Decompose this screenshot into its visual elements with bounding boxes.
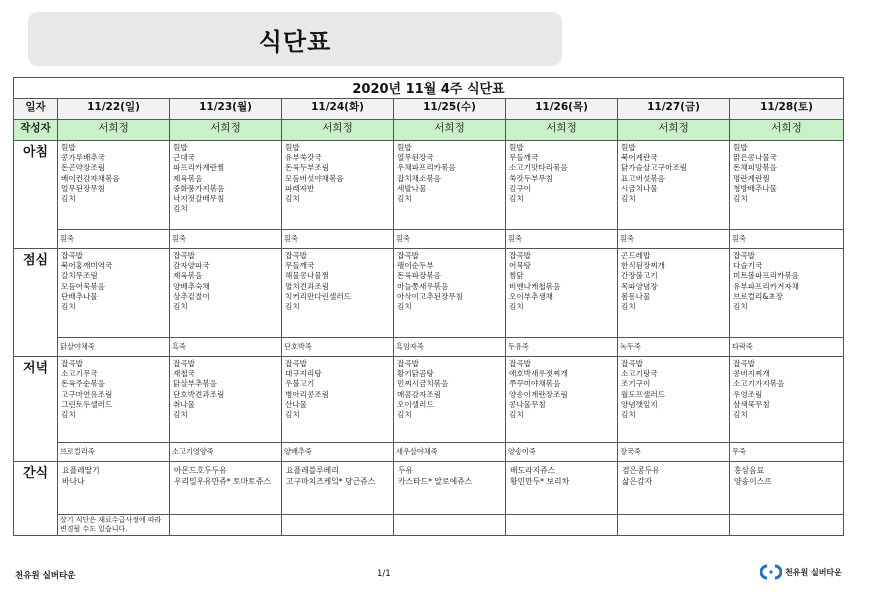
dish-item: 소고기무국 (61, 369, 98, 379)
dish-list (58, 141, 169, 204)
author-name: 서희정 (170, 120, 282, 141)
snack-menu-cell (282, 462, 394, 515)
dish-item: 단배추나물 (61, 291, 98, 301)
dinner-menu-cell (282, 357, 394, 443)
dish-item: 돈육주순볶음 (61, 379, 106, 389)
dish-item: 곤드레밥 (621, 251, 651, 260)
dish-item: 김치 (61, 409, 76, 419)
porridge-item: 흰죽 (732, 234, 746, 243)
day-header: 11/26(목) (506, 99, 618, 120)
logo-text: 천유원 실버타운 (785, 567, 842, 577)
breakfast-porridge-cell (170, 230, 282, 249)
dish-list (394, 141, 505, 204)
dish-list (170, 141, 281, 214)
dish-item: 황기닭곰탕 (397, 369, 434, 379)
dish-list (170, 249, 281, 312)
lunch-porridge-cell (506, 338, 618, 357)
dish-item: 우채파프리카볶음 (397, 163, 456, 173)
lunch-porridge-cell (618, 338, 730, 357)
dish-item: 김치 (173, 409, 188, 419)
snack-item: 홍삼음료 (734, 466, 765, 475)
dinner-porridge-cell (282, 443, 394, 462)
lunch-porridge-cell (730, 338, 844, 357)
breakfast-porridge-cell (506, 230, 618, 249)
snack-item: 검은콩두유 (622, 466, 660, 475)
menu-table (13, 77, 844, 536)
snack-list (730, 462, 843, 487)
dish-item: 멸치견과조림 (285, 281, 330, 291)
porridge-item: 녹두죽 (620, 342, 641, 351)
dish-item: 콩가루배추국 (61, 153, 106, 163)
breakfast-menu-cell (170, 141, 282, 230)
dish-item: 세발나물 (397, 183, 427, 193)
breakfast-menu-cell (730, 141, 844, 230)
page-title: 식단표 (258, 27, 332, 56)
dish-item: 잡곡밥 (621, 359, 644, 368)
snack-note-row (14, 515, 844, 536)
dish-item: 얼무된장무침 (61, 183, 106, 193)
snack-menu-cell (730, 462, 844, 515)
dish-item: 무들깨국 (285, 261, 315, 271)
dish-item: 시금치나물 (621, 183, 658, 193)
dish-item: 산나물 (285, 399, 308, 409)
porridge-item: 단호박죽 (284, 342, 312, 351)
dish-item: 마늘쫑새우볶음 (397, 281, 449, 291)
dish-item: 그린토두샐러드 (61, 399, 113, 409)
dish-item: 콩비지찌개 (733, 369, 770, 379)
porridge-item: 흰죽 (284, 234, 298, 243)
dish-item: 흰밥 (285, 143, 300, 152)
dinner-menu-cell (58, 357, 170, 443)
dish-item: 찜닭 (509, 271, 524, 281)
dish-item: 돈채피망볶음 (733, 163, 778, 173)
dish-item: 제육볶음 (173, 271, 203, 281)
dish-list (58, 249, 169, 312)
dish-item: 재첩국 (173, 369, 196, 379)
breakfast-porridge-cell (618, 230, 730, 249)
dish-item: 미트볼파프리카볶음 (733, 271, 800, 281)
snack-item: 바나나 (62, 476, 85, 486)
snack-item: 우리밀우유만쥬* 토마토쥬스 (174, 476, 271, 486)
dish-item: 간장불고기 (621, 271, 658, 281)
dish-item: 양송이계란장조림 (509, 389, 568, 399)
caption-row (14, 78, 844, 99)
dish-item: 김치 (173, 204, 188, 214)
snack-list (618, 462, 729, 487)
dish-item: 김치 (733, 409, 748, 419)
note-cell (58, 515, 170, 536)
dish-item: 김치 (509, 193, 524, 203)
day-header: 11/25(수) (394, 99, 506, 120)
dish-item: 흰밥 (173, 143, 188, 152)
dish-item: 잡곡밥 (733, 359, 756, 368)
dish-item: 오이부추생채 (509, 291, 554, 301)
snack-item: 요플레블루베리 (286, 466, 339, 475)
porridge-item: 양배추죽 (284, 447, 312, 456)
lunch-menu-cell (618, 249, 730, 338)
breakfast-menu-cell (58, 141, 170, 230)
empty-cell (170, 515, 282, 536)
dish-item: 비엔나케첩볶음 (509, 281, 561, 291)
snack-item: 카스타드* 알로에쥬스 (398, 476, 473, 486)
footer-org-name: 천유원 실버타운 (15, 571, 76, 581)
dish-item: 병아리콩조림 (285, 389, 330, 399)
breakfast-porridge-cell (730, 230, 844, 249)
dish-item: 소고기가지볶음 (733, 379, 785, 389)
dish-list (282, 249, 393, 312)
dish-item: 김치 (173, 301, 188, 311)
dinner-label: 저녁 (14, 357, 58, 462)
dish-item: 잡곡밥 (397, 251, 420, 260)
dish-item: 애호박새우젓찌개 (509, 369, 568, 379)
breakfast-porridge-row (14, 230, 844, 249)
dish-item: 김치 (285, 301, 300, 311)
dish-item: 팽이순두부 (397, 261, 434, 271)
dish-item: 표고버섯볶음 (621, 173, 666, 183)
dish-list (394, 249, 505, 312)
dish-item: 잡곡밥 (509, 359, 532, 368)
dish-item: 브로컬리&초장 (733, 291, 783, 301)
author-name: 서희정 (282, 120, 394, 141)
dish-item: 소고기탕국 (621, 369, 658, 379)
dish-item: 목파양념장 (621, 281, 658, 291)
logo-icon (760, 564, 782, 580)
porridge-item: 흰죽 (620, 234, 634, 243)
author-row (14, 120, 844, 141)
dish-item: 김치 (621, 409, 636, 419)
dish-item: 김치 (621, 301, 636, 311)
dinner-menu-cell (618, 357, 730, 443)
porridge-item: 두유죽 (508, 342, 529, 351)
lunch-porridge-cell (170, 338, 282, 357)
dish-item: 한식된장찌개 (621, 261, 666, 271)
table-caption: 2020년 11월 4주 식단표 (14, 78, 844, 99)
dish-list (282, 357, 393, 420)
dish-item: 다슬기국 (733, 261, 763, 271)
porridge-item: 무죽 (732, 447, 746, 456)
dish-item: 잡곡밥 (397, 359, 420, 368)
snack-item: 두유 (398, 466, 414, 475)
snack-item: 양송이스프 (734, 476, 772, 486)
company-logo (760, 564, 842, 580)
porridge-item: 흰죽 (396, 234, 410, 243)
porridge-item: 닭살야채죽 (60, 342, 95, 351)
snack-list (58, 462, 169, 487)
dish-item: 고구마연유조림 (61, 389, 113, 399)
dish-item: 김치 (509, 301, 524, 311)
empty-cell (282, 515, 394, 536)
dish-list (730, 249, 843, 312)
dish-item: 월도프샐러드 (621, 389, 666, 399)
dinner-menu-cell (506, 357, 618, 443)
dinner-menu-cell (730, 357, 844, 443)
dish-item: 김치 (61, 193, 76, 203)
dish-item: 조기구이 (621, 379, 651, 389)
dish-item: 파래자반 (285, 183, 315, 193)
dish-item: 명란계란찜 (733, 173, 770, 183)
dish-item: 봄동나물 (621, 291, 651, 301)
day-header: 11/23(월) (170, 99, 282, 120)
dish-item: 상추겉절이 (173, 291, 210, 301)
dish-item: 양념깻잎지 (621, 399, 658, 409)
dish-list (618, 141, 729, 204)
dinner-porridge-cell (58, 443, 170, 462)
porridge-item: 흑임자죽 (396, 342, 424, 351)
author-name: 서희정 (394, 120, 506, 141)
dinner-row (14, 357, 844, 443)
dish-item: 김치 (285, 193, 300, 203)
dish-item: 김치 (509, 409, 524, 419)
dish-item: 잡곡밥 (285, 251, 308, 260)
dish-item: 모듬어묵볶음 (61, 281, 106, 291)
dish-item: 유부파프리카겨자채 (733, 281, 800, 291)
page-title-box (28, 12, 562, 66)
dish-item: 잡곡밥 (509, 251, 532, 260)
dish-item: 무들깨국 (509, 153, 539, 163)
dish-item: 중화풍가지볶음 (173, 183, 225, 193)
dinner-menu-cell (170, 357, 282, 443)
dish-list (58, 357, 169, 420)
dish-list (618, 357, 729, 420)
dish-list (506, 357, 617, 420)
snack-row (14, 462, 844, 515)
dish-item: 김치 (285, 409, 300, 419)
porridge-item: 흰죽 (508, 234, 522, 243)
snack-item: 삶은감자 (622, 476, 653, 486)
dish-item: 단호박견과조림 (173, 389, 225, 399)
breakfast-menu-cell (618, 141, 730, 230)
empty-cell (506, 515, 618, 536)
empty-cell (618, 515, 730, 536)
dish-list (618, 249, 729, 312)
dish-item: 감자양파국 (173, 261, 210, 271)
dish-item: 흰밥 (733, 143, 748, 152)
lunch-menu-cell (506, 249, 618, 338)
dish-item: 닭가슴살고구마조림 (621, 163, 688, 173)
dish-item: 잡곡밥 (173, 251, 196, 260)
dish-item: 갈치무조림 (61, 271, 98, 281)
dish-item: 맑은콩나물국 (733, 153, 778, 163)
dinner-porridge-cell (730, 443, 844, 462)
snack-menu-cell (394, 462, 506, 515)
snack-list (506, 462, 617, 487)
dish-item: 콩나물무침 (509, 399, 546, 409)
lunch-label: 점심 (14, 249, 58, 357)
dish-item: 김치 (397, 193, 412, 203)
dish-item: 잡치채소볶음 (397, 173, 442, 183)
snack-menu-cell (506, 462, 618, 515)
day-header: 11/28(토) (730, 99, 844, 120)
dish-item: 잡곡밥 (173, 359, 196, 368)
dish-list (394, 357, 505, 420)
breakfast-row (14, 141, 844, 230)
dish-list (730, 141, 843, 204)
dish-item: 우불고기 (285, 379, 315, 389)
dish-list (170, 357, 281, 420)
date-label: 일자 (14, 99, 58, 120)
snack-menu-cell (58, 462, 170, 515)
author-name: 서희정 (618, 120, 730, 141)
dish-item: 쑥갓두부무침 (509, 173, 554, 183)
snack-item: 황민만두* 보리차 (510, 476, 570, 486)
menu-change-note: 상기 식단은 재료수급사정에 따라 변경될 수도 있습니다. (60, 516, 162, 533)
dish-item: 모듬버섯야채볶음 (285, 173, 344, 183)
author-label: 작성자 (14, 120, 58, 141)
dinner-porridge-cell (170, 443, 282, 462)
dish-item: 청방배추나물 (733, 183, 778, 193)
dish-item: 돈육파장볶음 (397, 271, 442, 281)
dish-item: 치커리만다린샐러드 (285, 291, 352, 301)
dish-item: 유부쑥갓국 (285, 153, 322, 163)
dinner-menu-cell (394, 357, 506, 443)
dish-item: 닭살부추볶음 (173, 379, 218, 389)
porridge-item: 타락죽 (732, 342, 753, 351)
dish-item: 흰밥 (397, 143, 412, 152)
dish-item: 잡곡밥 (61, 359, 84, 368)
author-name: 서희정 (506, 120, 618, 141)
dish-list (730, 357, 843, 420)
dinner-porridge-cell (618, 443, 730, 462)
snack-menu-cell (618, 462, 730, 515)
dish-item: 김치 (61, 301, 76, 311)
empty-cell (730, 515, 844, 536)
lunch-porridge-cell (282, 338, 394, 357)
porridge-item: 브로컬리죽 (60, 447, 95, 456)
lunch-porridge-cell (58, 338, 170, 357)
snack-label: 간식 (14, 462, 58, 536)
breakfast-porridge-cell (394, 230, 506, 249)
dish-item: 돈육두부조림 (285, 163, 330, 173)
dish-item: 어묵탕 (509, 261, 532, 271)
breakfast-menu-cell (394, 141, 506, 230)
dish-item: 소고기맛타리볶음 (509, 163, 568, 173)
day-header: 11/27(금) (618, 99, 730, 120)
dish-item: 흰밥 (509, 143, 524, 152)
breakfast-menu-cell (506, 141, 618, 230)
lunch-menu-cell (730, 249, 844, 338)
dish-item: 낙지젓갈배무침 (173, 193, 225, 203)
author-name: 서희정 (730, 120, 844, 141)
snack-list (170, 462, 281, 487)
dish-item: 열무된장국 (397, 153, 434, 163)
dish-item: 돈곤약장조림 (61, 163, 106, 173)
empty-cell (394, 515, 506, 536)
date-header-row (14, 99, 844, 120)
dish-item: 흰밥 (61, 143, 76, 152)
dish-item: 흰밥 (621, 143, 636, 152)
breakfast-label: 아침 (14, 141, 58, 249)
dish-item: 양배추숙채 (173, 281, 210, 291)
dish-list (506, 249, 617, 312)
dish-item: 오이샐러드 (397, 399, 434, 409)
dish-item: 대구지리탕 (285, 369, 322, 379)
dish-item: 민찌시금치볶음 (397, 379, 449, 389)
dinner-porridge-cell (394, 443, 506, 462)
dish-item: 김치 (733, 301, 748, 311)
lunch-menu-cell (282, 249, 394, 338)
dish-item: 김치 (733, 193, 748, 203)
day-header: 11/22(일) (58, 99, 170, 120)
snack-list (394, 462, 505, 487)
footer-page-number: 1/1 (377, 569, 391, 579)
lunch-menu-cell (58, 249, 170, 338)
porridge-item: 장국죽 (620, 447, 641, 456)
porridge-item: 새우살야채죽 (396, 447, 438, 456)
dish-list (506, 141, 617, 204)
dish-item: 쭈꾸미야채볶음 (509, 379, 561, 389)
porridge-item: 흰죽 (172, 234, 186, 243)
dish-item: 북어계란국 (621, 153, 658, 163)
dish-item: 근대국 (173, 153, 196, 163)
breakfast-menu-cell (282, 141, 394, 230)
snack-item: 요플레딸기 (62, 466, 100, 475)
dish-list (282, 141, 393, 204)
dish-item: 베이컨감자채볶음 (61, 173, 120, 183)
dinner-porridge-cell (506, 443, 618, 462)
snack-item: 아몬드호두두유 (174, 466, 227, 475)
snack-item: 고구마치즈케잌* 당근쥬스 (286, 476, 376, 486)
dish-item: 취나물 (173, 399, 196, 409)
dish-item: 김치 (397, 301, 412, 311)
dish-item: 김치 (397, 409, 412, 419)
dish-item: 매콤감자조림 (397, 389, 442, 399)
author-name: 서희정 (58, 120, 170, 141)
dish-item: 해물콩나물찜 (285, 271, 330, 281)
day-header: 11/24(화) (282, 99, 394, 120)
porridge-item: 흰죽 (60, 234, 74, 243)
breakfast-porridge-cell (282, 230, 394, 249)
breakfast-porridge-cell (58, 230, 170, 249)
menu-table-body (14, 78, 844, 536)
dish-item: 파프리카계란찜 (173, 163, 225, 173)
dish-item: 제육볶음 (173, 173, 203, 183)
lunch-menu-cell (394, 249, 506, 338)
snack-list (282, 462, 393, 487)
dish-item: 김치 (621, 193, 636, 203)
dish-item: 북어홍깨미역국 (61, 261, 113, 271)
dish-item: 김구이 (509, 183, 532, 193)
lunch-row (14, 249, 844, 338)
lunch-menu-cell (170, 249, 282, 338)
dish-item: 우엉조림 (733, 389, 763, 399)
porridge-item: 소고기영양죽 (172, 447, 214, 456)
porridge-item: 양송이죽 (508, 447, 536, 456)
snack-item: 배도라지쥬스 (510, 466, 556, 475)
snack-menu-cell (170, 462, 282, 515)
dinner-porridge-row (14, 443, 844, 462)
dish-item: 잡곡밥 (285, 359, 308, 368)
lunch-porridge-cell (394, 338, 506, 357)
dish-item: 삼색묵무침 (733, 399, 770, 409)
dish-item: 아삭이고추된장무침 (397, 291, 464, 301)
porridge-item: 흑죽 (172, 342, 186, 351)
dish-item: 잡곡밥 (733, 251, 756, 260)
dish-item: 잡곡밥 (61, 251, 84, 260)
lunch-porridge-row (14, 338, 844, 357)
